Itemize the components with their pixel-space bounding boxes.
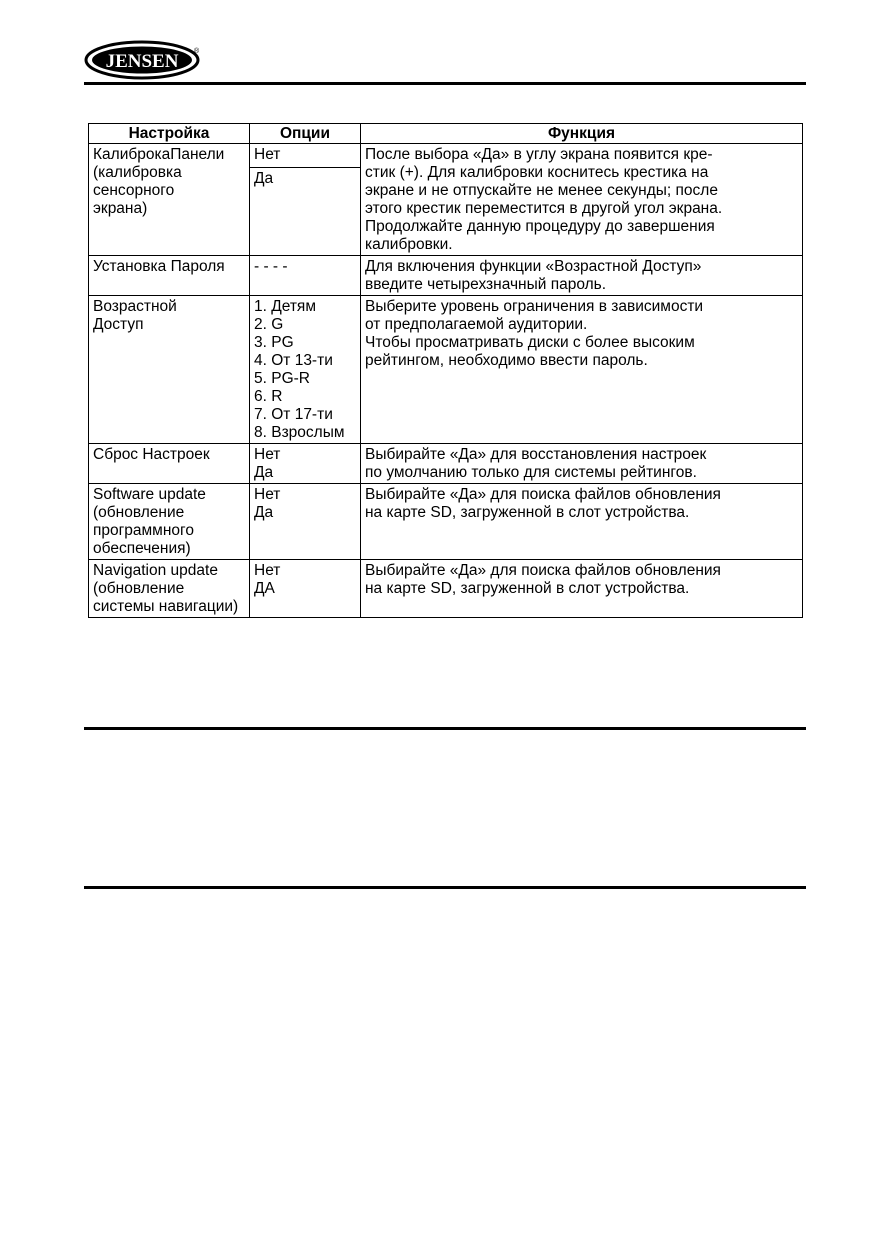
header-setting: Настройка	[89, 124, 250, 144]
registered-mark: ®	[194, 48, 200, 55]
option-item: 5. PG-R	[254, 370, 310, 387]
option-item: Да	[254, 504, 274, 521]
option-item: 3. PG	[254, 334, 294, 351]
setting-cell: КалиброкаПанели (калибровка сенсорного экрана)	[89, 144, 250, 256]
option-cell	[250, 560, 361, 618]
option-item: Да	[254, 170, 274, 187]
table-row	[89, 484, 803, 560]
option-item: 8. Взрослым	[254, 424, 345, 441]
option-item: 1. Детям	[254, 298, 316, 315]
option-item: 7. От 17-ти	[254, 406, 333, 423]
function-cell: Выбирайте «Да» для восстановления настроек по умолчанию только для системы рейтингов.	[361, 444, 803, 484]
table-row	[89, 144, 803, 168]
option-item: 2. G	[254, 316, 284, 333]
option-item: Да	[254, 464, 274, 481]
setting-cell: Установка Пароля	[89, 256, 250, 296]
jensen-logo	[84, 40, 204, 80]
table-row	[89, 444, 803, 484]
table-header-row	[89, 124, 803, 144]
option-item: Нет	[254, 486, 281, 503]
option-cell	[250, 296, 361, 444]
header-options: Опции	[250, 124, 361, 144]
option-cell	[250, 444, 361, 484]
header-rule	[84, 82, 806, 85]
settings-table	[88, 123, 803, 618]
option-item: 6. R	[254, 388, 283, 405]
function-cell: Выберите уровень ограничения в зависимости от предполагаемой аудитории. Чтобы просматривать диски с более высоким рейтингом, необходимо ввести пароль.	[361, 296, 803, 444]
function-cell: Выбирайте «Да» для поиска файлов обновления на карте SD, загруженной в слот устройства.	[361, 484, 803, 560]
setting-cell: Возрастной Доступ	[89, 296, 250, 444]
setting-cell: Navigation update (обновление системы навигации)	[89, 560, 250, 618]
option-item: 4. От 13-ти	[254, 352, 333, 369]
logo-text: JENSEN	[105, 51, 179, 72]
option-item: Нет	[254, 562, 281, 579]
option-cell	[250, 168, 361, 256]
section-divider	[84, 727, 806, 730]
function-cell: После выбора «Да» в углу экрана появится кре- стик (+). Для калибровки коснитесь крестика на экране и не отпускайте не менее секунды; после этого крестик переместится в другой угол экрана. Продолжайте данную процедуру до завершения калибровки.	[361, 144, 803, 256]
header-function: Функция	[361, 124, 803, 144]
option-cell	[250, 256, 361, 296]
table-row	[89, 256, 803, 296]
option-item: Нет	[254, 146, 281, 163]
table-row	[89, 296, 803, 444]
section-divider	[84, 886, 806, 889]
option-cell	[250, 484, 361, 560]
table-row	[89, 560, 803, 618]
option-item: - - - -	[254, 258, 288, 275]
setting-cell: Сброс Настроек	[89, 444, 250, 484]
option-item: ДА	[254, 580, 275, 597]
option-cell	[250, 144, 361, 168]
function-cell: Выбирайте «Да» для поиска файлов обновления на карте SD, загруженной в слот устройства.	[361, 560, 803, 618]
option-item: Нет	[254, 446, 281, 463]
page-header	[84, 36, 806, 84]
setting-cell: Software update (обновление программного обеспечения)	[89, 484, 250, 560]
function-cell: Для включения функции «Возрастной Доступ» введите четырехзначный пароль.	[361, 256, 803, 296]
